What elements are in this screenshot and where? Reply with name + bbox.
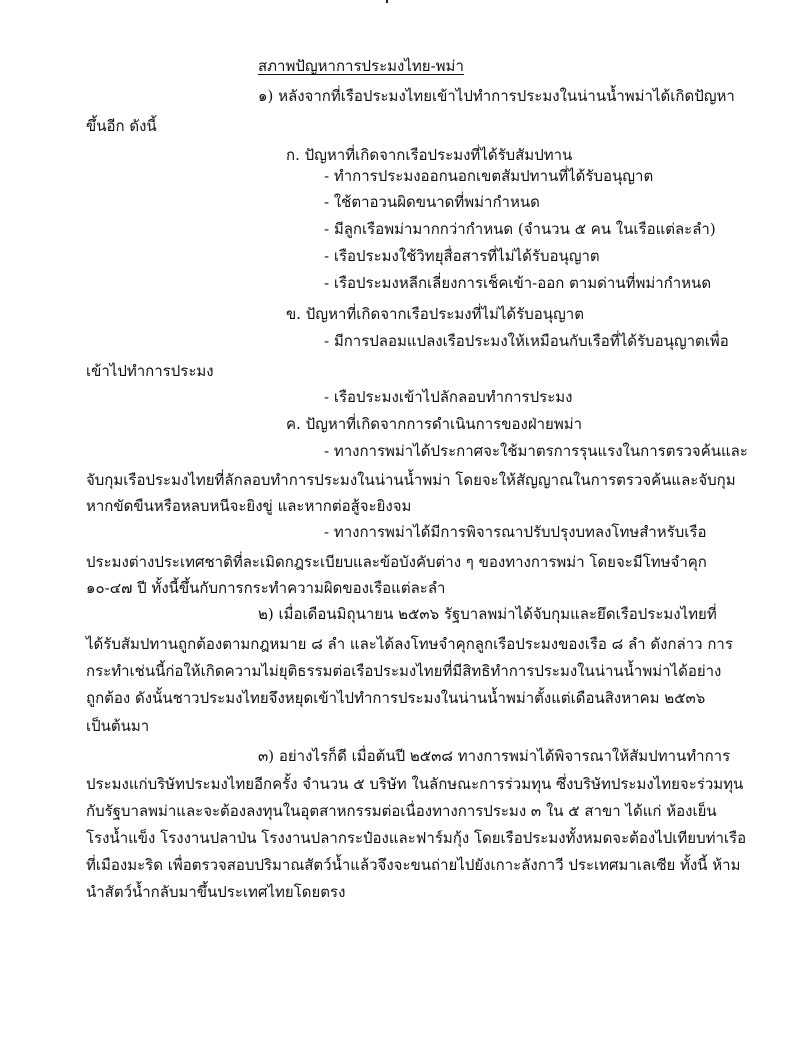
section-1-cont: ขึ้นอีก ดังนี้ bbox=[86, 117, 157, 135]
subsection-kho-khwai-heading: ค. ปัญหาที่เกิดจากการดำเนินการของฝ่ายพม่า bbox=[286, 415, 583, 433]
section-2-cont: กระทำเช่นนี้ก่อให้เกิดความไม่ยุติธรรมต่อเรือประมงไทยที่มีสิทธิทำการประมงในน่านน้ำพม่าได้อย่าง bbox=[86, 662, 722, 680]
scan-speck bbox=[386, 0, 388, 3]
bullet-item: - ทางการพม่าได้มีการพิจารณาปรับปรุงบทลงโทษสำหรับเรือ bbox=[324, 523, 707, 541]
bullet-item: - เรือประมงหลีกเลี่ยงการเช็คเข้า-ออก ตามด่านที่พม่ากำหนด bbox=[324, 274, 712, 292]
section-3-cont: นำสัตว์น้ำกลับมาขึ้นประเทศไทยโดยตรง bbox=[86, 883, 346, 901]
bullet-item: - ทำการประมงออกนอกเขตสัมปทานที่ได้รับอนุญาต bbox=[324, 167, 654, 185]
section-3-cont: ที่เมืองมะริด เพื่อตรวจสอบปริมาณสัตว์น้ำแล้วจึงจะขนถ่ายไปยังเกาะลังกาวี ประเทศมาเลเซีย ทั้งนี้ ห้าม bbox=[86, 856, 741, 874]
bullet-item-cont: ๑๐-๔๗ ปี ทั้งนี้ขึ้นกับการกระทำความผิดของเรือแต่ละลำ bbox=[86, 579, 446, 597]
bullet-item: - มีการปลอมแปลงเรือประมงให้เหมือนกับเรือที่ได้รับอนุญาตเพื่อ bbox=[324, 332, 729, 350]
section-2-cont: ถูกต้อง ดังนั้นชาวประมงไทยจึงหยุดเข้าไปทำการประมงในน่านน้ำพม่าตั้งแต่เดือนสิงหาคม ๒๕๓๖ bbox=[86, 689, 706, 707]
bullet-item: - เรือประมงเข้าไปลักลอบทำการประมง bbox=[324, 388, 573, 406]
section-3-lead: ๓) อย่างไรก็ดี เมื่อต้นปี ๒๕๓๘ ทางการพม่าได้พิจารณาให้สัมปทานทำการ bbox=[258, 747, 731, 765]
bullet-item-cont: หากขัดขืนหรือหลบหนีจะยิงขู่ และหากต่อสู้จะยิงจม bbox=[86, 497, 412, 515]
bullet-item: - มีลูกเรือพม่ามากกว่ากำหนด (จำนวน ๕ คน ในเรือแต่ละลำ) bbox=[324, 220, 716, 238]
section-3-cont: ประมงแก่บริษัทประมงไทยอีกครั้ง จำนวน ๕ บริษัท ในลักษณะการร่วมทุน ซึ่งบริษัทประมงไทยจะร่วมทุน bbox=[86, 775, 744, 793]
bullet-item-cont: จับกุมเรือประมงไทยที่ลักลอบทำการประมงในน่านน้ำพม่า โดยจะให้สัญญาณในการตรวจค้นและจับกุม bbox=[86, 471, 736, 489]
bullet-item: - ทางการพม่าได้ประกาศจะใช้มาตรการรุนแรงในการตรวจค้นและ bbox=[324, 442, 748, 460]
bullet-item-cont: เข้าไปทำการประมง bbox=[86, 362, 214, 380]
bullet-item: - เรือประมงใช้วิทยุสื่อสารที่ไม่ได้รับอนุญาต bbox=[324, 247, 600, 265]
section-3-cont: โรงน้ำแข็ง โรงงานปลาป่น โรงงานปลากระป๋องและฟาร์มกุ้ง โดยเรือประมงทั้งหมดจะต้องไปเทียบท่าเรือ bbox=[86, 829, 747, 847]
subsection-kho-heading: ข. ปัญหาที่เกิดจากเรือประมงที่ไม่ได้รับอนุญาต bbox=[286, 305, 584, 323]
section-2-cont: ได้รับสัมปทานถูกต้องตามกฎหมาย ๘ ลำ และได้ลงโทษจำคุกลูกเรือประมงของเรือ ๘ ลำ ดังกล่าว การ bbox=[86, 635, 733, 653]
section-2-cont: เป็นต้นมา bbox=[86, 717, 150, 735]
bullet-item-cont: ประมงต่างประเทศชาติที่ละเมิดกฎระเบียบและข้อบังคับต่าง ๆ ของทางการพม่า โดยจะมีโทษจำคุก bbox=[86, 553, 707, 571]
bullet-item: - ใช้ตาอวนผิดขนาดที่พม่ากำหนด bbox=[324, 193, 540, 211]
section-1-lead: ๑) หลังจากที่เรือประมงไทยเข้าไปทำการประมงในน่านน้ำพม่าได้เกิดปัญหา bbox=[258, 87, 735, 105]
subsection-ko-heading: ก. ปัญหาที่เกิดจากเรือประมงที่ได้รับสัมปทาน bbox=[286, 146, 573, 164]
section-2-lead: ๒) เมื่อเดือนมิถุนายน ๒๕๓๖ รัฐบาลพม่าได้จับกุมและยึดเรือประมงไทยที่ bbox=[258, 605, 717, 623]
section-3-cont: กับรัฐบาลพม่าและจะต้องลงทุนในอุตสาหกรรมต่อเนื่องทางการประมง ๓ ใน ๕ สาขา ได้แก่ ห้องเย็น bbox=[86, 802, 717, 820]
document-title: สภาพปัญหาการประมงไทย-พม่า bbox=[258, 57, 464, 75]
